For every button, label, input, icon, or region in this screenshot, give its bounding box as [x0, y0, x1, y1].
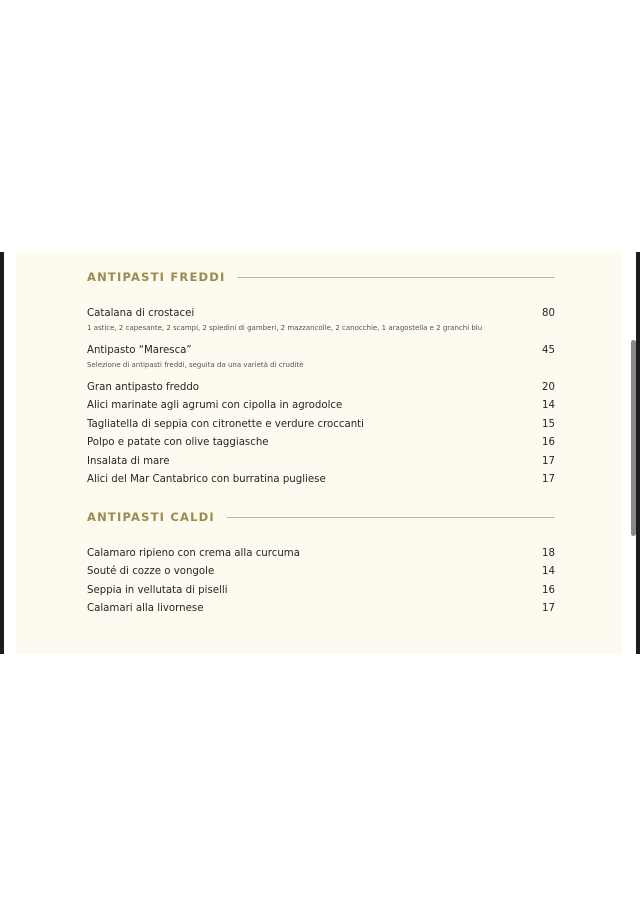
menu-item: [87, 419, 555, 435]
item-name: Gran antipasto freddo: [87, 382, 200, 393]
section-header-antipasti-freddi: [87, 267, 555, 287]
item-description: 1 astice, 2 capesante, 2 scampi, 2 spiedini di gamberi, 2 mazzancolle, 2 canocchie, 1 aragostella e 2 granchi blu: [87, 324, 483, 332]
item-name: Alici del Mar Cantabrico con burratina pugliese: [87, 474, 326, 485]
item-name: Antipasto “Maresca”: [87, 345, 192, 356]
item-name: Polpo e patate con olive taggiasche: [87, 437, 269, 448]
section-title: ANTIPASTI FREDDI: [87, 270, 226, 284]
menu-item: [87, 382, 555, 398]
menu-item: [87, 308, 555, 324]
item-price: 45: [542, 345, 555, 356]
item-price: 17: [542, 456, 555, 467]
section-divider: [227, 517, 555, 518]
menu-item: [87, 456, 555, 472]
item-price: 80: [542, 308, 555, 319]
item-price: 16: [542, 437, 555, 448]
item-name: Catalana di crostacei: [87, 308, 195, 319]
item-name: Souté di cozze o vongole: [87, 566, 215, 577]
item-price: 17: [542, 474, 555, 485]
menu-item: [87, 437, 555, 453]
item-name: Seppia in vellutata di piselli: [87, 585, 228, 596]
menu-item: [87, 566, 555, 582]
item-price: 17: [542, 603, 555, 614]
item-price: 14: [542, 566, 555, 577]
item-price: 16: [542, 585, 555, 596]
menu-item: [87, 603, 555, 619]
item-price: 18: [542, 548, 555, 559]
item-description: Selezione di antipasti freddi, seguita da una varietà di cruditè: [87, 361, 304, 369]
item-price: 14: [542, 400, 555, 411]
section-header-antipasti-caldi: [87, 507, 555, 527]
item-price: 20: [542, 382, 555, 393]
right-border: [636, 252, 640, 654]
menu-item: [87, 400, 555, 416]
menu-item: [87, 585, 555, 601]
item-name: Insalata di mare: [87, 456, 170, 467]
item-price: 15: [542, 419, 555, 430]
menu-item: [87, 345, 555, 361]
item-name: Calamari alla livornese: [87, 603, 204, 614]
item-name: Alici marinate agli agrumi con cipolla in agrodolce: [87, 400, 343, 411]
menu-item: [87, 474, 555, 490]
section-divider: [237, 277, 555, 278]
left-border: [0, 252, 4, 654]
item-name: Calamaro ripieno con crema alla curcuma: [87, 548, 300, 559]
menu-frame: [0, 252, 640, 654]
item-name: Tagliatella di seppia con citronette e verdure croccanti: [87, 419, 365, 430]
menu-panel: [16, 252, 622, 654]
section-title: ANTIPASTI CALDI: [87, 510, 215, 524]
menu-item: [87, 548, 555, 564]
